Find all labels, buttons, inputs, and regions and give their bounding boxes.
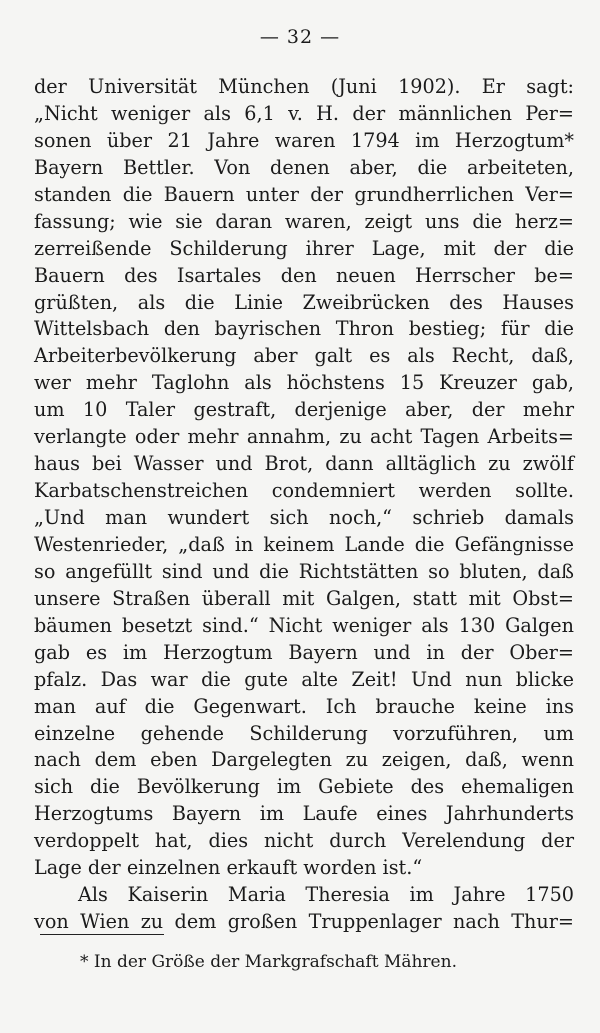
text-line: zerreißende Schilderung ihrer Lage, mit der die [34, 236, 574, 260]
text-line: bäumen besetzt sind.“ Nicht weniger als 130 Galgen [34, 613, 574, 637]
text-line: „Nicht weniger als 6,1 v. H. der männlichen Per= [34, 101, 574, 125]
text-line: verlangte oder mehr annahm, zu acht Tagen Arbeits= [34, 425, 574, 449]
text-line: Bauern des Isartales den neuen Herrscher be= [34, 263, 574, 287]
text-line: Westenrieder, „daß in keinem Lande die Gefängnisse [34, 532, 574, 556]
text-line: fassung; wie sie daran waren, zeigt uns die herz= [34, 209, 574, 233]
text-line: Bayern Bettler. Von denen aber, die arbeiteten, [34, 155, 574, 179]
text-line: pfalz. Das war die gute alte Zeit! Und nun blicke [34, 667, 574, 691]
paragraph-start-line: Als Kaiserin Maria Theresia im Jahre 1750 [78, 883, 574, 907]
footnote-divider [40, 934, 164, 935]
text-line: der Universität München (Juni 1902). Er sagt: [34, 75, 574, 98]
paragraph-end-line: Lage der einzelnen erkauft worden ist.“ [34, 856, 423, 880]
text-line: unsere Straßen überall mit Galgen, statt mit Obst= [34, 586, 574, 610]
text-line: verdoppelt hat, dies nicht durch Verelendung der [34, 829, 574, 853]
text-line: haus bei Wasser und Brot, dann alltäglich zu zwölf [34, 452, 574, 476]
text-line: Arbeiterbevölkerung aber galt es als Recht, daß, [34, 344, 574, 368]
text-line: einzelne gehende Schilderung vorzuführen, um [34, 721, 574, 745]
text-line: standen die Bauern unter der grundherrlichen Ver= [34, 182, 574, 206]
text-line: nach dem eben Dargelegten zu zeigen, daß, wenn [34, 748, 574, 772]
text-line: von Wien zu dem großen Truppenlager nach Thur= [34, 910, 574, 934]
text-line: Wittelsbach den bayrischen Thron bestieg; für die [34, 317, 574, 341]
text-line: wer mehr Taglohn als höchstens 15 Kreuzer gab, [34, 371, 574, 395]
text-line: „Und man wundert sich noch,“ schrieb damals [34, 506, 574, 529]
body-text [34, 74, 574, 936]
text-line: Karbatschenstreichen condemniert werden sollte. [34, 479, 574, 503]
text-line: sonen über 21 Jahre waren 1794 im Herzogtum* [34, 128, 574, 152]
text-line: grüßten, als die Linie Zweibrücken des Hauses [34, 290, 574, 314]
text-line: so angefüllt sind und die Richtstätten so bluten, daß [34, 559, 574, 583]
text-line: Herzogtums Bayern im Laufe eines Jahrhunderts [34, 802, 574, 826]
footnote: * In der Größe der Markgrafschaft Mähren. [80, 952, 457, 972]
page-number: — 32 — [259, 26, 341, 48]
text-line: gab es im Herzogtum Bayern und in der Ober= [34, 640, 574, 664]
text-line: um 10 Taler gestraft, derjenige aber, der mehr [34, 398, 574, 422]
text-line: sich die Bevölkerung im Gebiete des ehemaligen [34, 775, 574, 799]
text-line: man auf die Gegenwart. Ich brauche keine ins [34, 694, 574, 718]
